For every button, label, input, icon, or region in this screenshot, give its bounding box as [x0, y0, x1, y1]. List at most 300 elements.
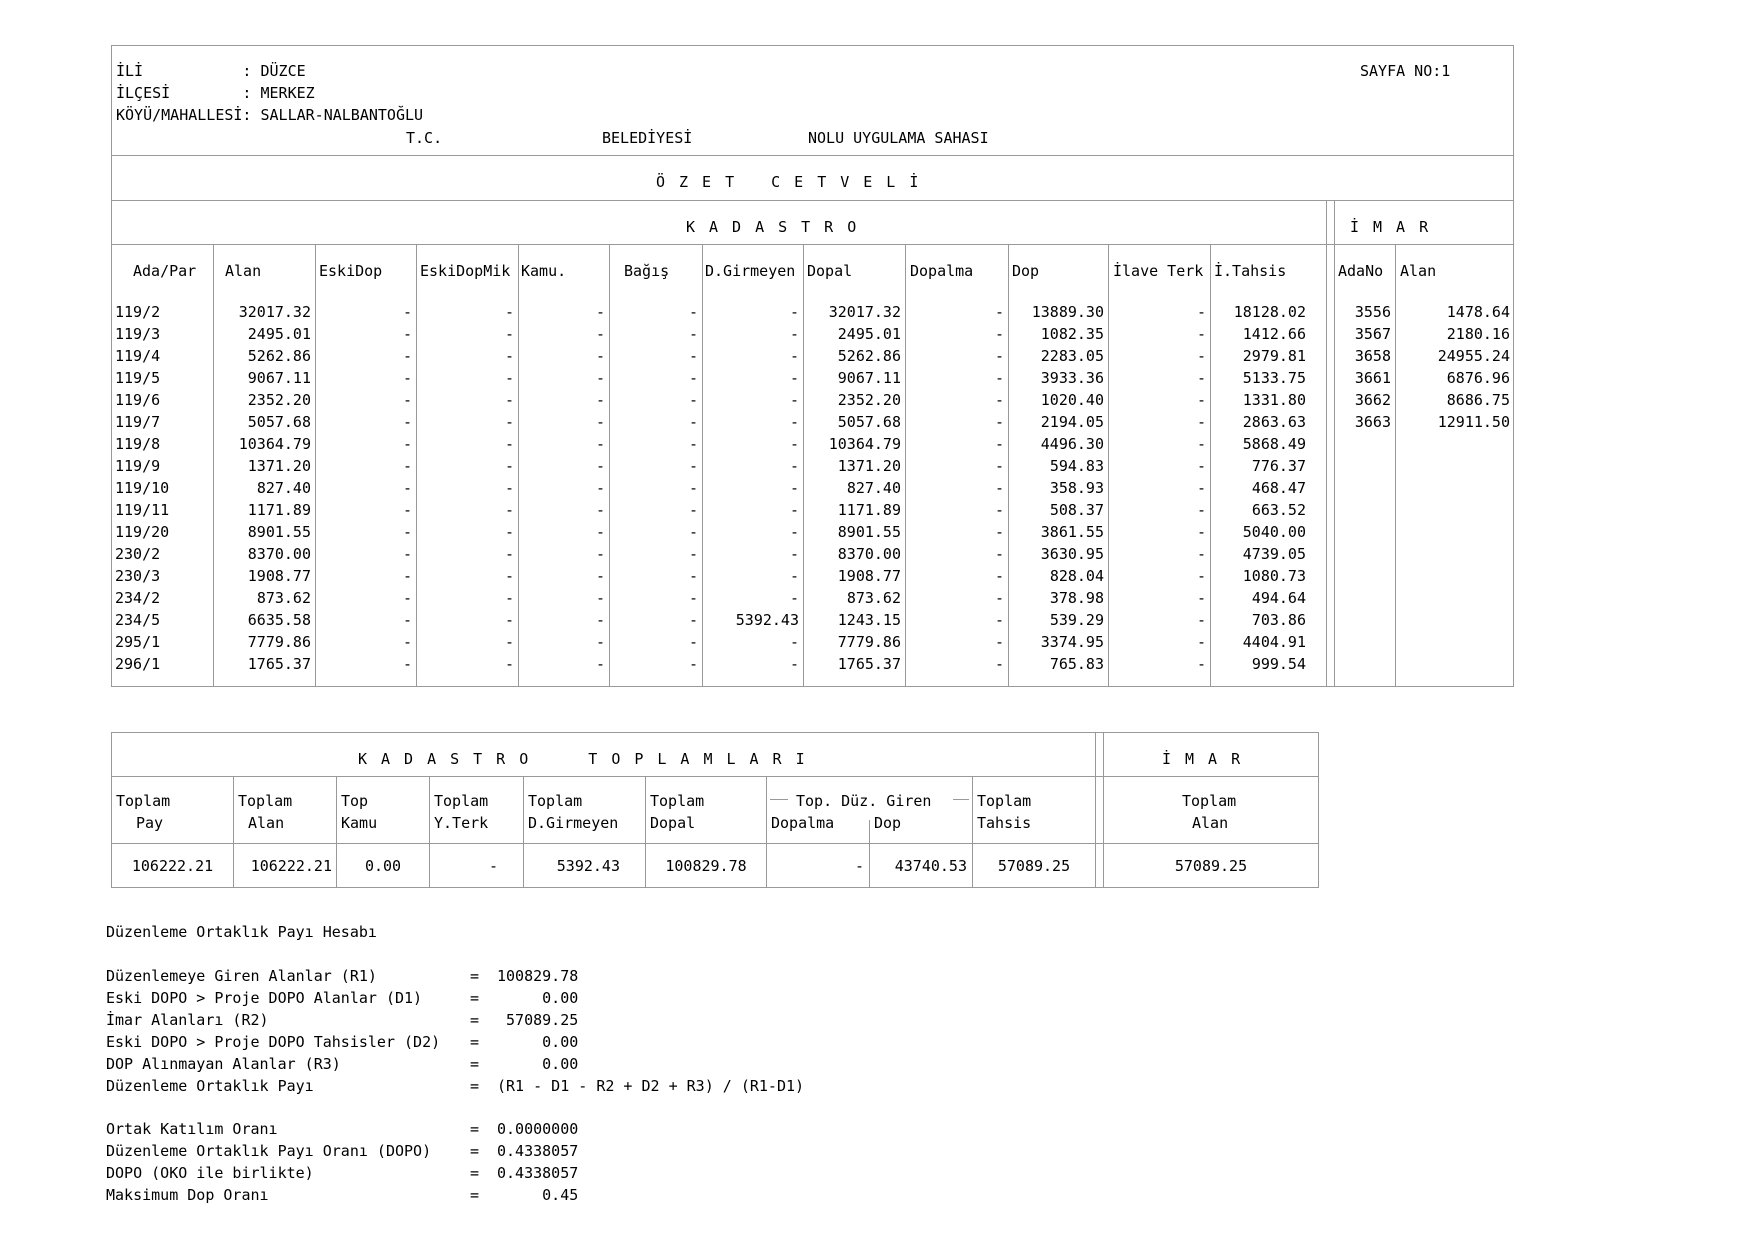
koy-label: KÖYÜ/MAHALLESİ: SALLAR-NALBANTOĞLU	[116, 106, 424, 124]
table-cell: 3374.95	[1040, 633, 1104, 651]
table-cell: 6635.58	[247, 611, 311, 629]
calc-equals: =	[470, 1186, 480, 1204]
table-cell: 776.37	[1251, 457, 1306, 475]
table-cell: 2495.01	[837, 325, 901, 343]
table-cell: 2352.20	[247, 391, 311, 409]
table-cell: 4739.05	[1242, 545, 1306, 563]
table-cell: 5057.68	[247, 413, 311, 431]
table-cell: 1171.89	[837, 501, 901, 519]
table-cell: -	[402, 369, 412, 387]
th-toplam-yterk: Toplam	[434, 792, 489, 810]
imar-ada-no: 3556	[1354, 303, 1391, 321]
table-cell: 1412.66	[1242, 325, 1306, 343]
table-cell: -	[789, 457, 799, 475]
table-cell: -	[994, 457, 1004, 475]
column-divider	[213, 244, 214, 687]
total-kamu: 0.00	[364, 857, 402, 875]
divider	[869, 820, 870, 888]
divider	[953, 799, 969, 800]
th-yterk: Y.Terk	[434, 814, 489, 832]
table-cell: -	[1196, 435, 1206, 453]
table-cell: 827.40	[256, 479, 311, 497]
table-cell: 18128.02	[1233, 303, 1306, 321]
table-cell: -	[789, 633, 799, 651]
column-header: Dopalma	[910, 262, 974, 280]
th-toplam-tahsis: Toplam	[977, 792, 1032, 810]
table-cell: -	[1196, 501, 1206, 519]
table-cell: -	[504, 611, 514, 629]
total-dopal: 100829.78	[665, 857, 747, 875]
calc-value: 0.45	[497, 1186, 579, 1204]
page-number: SAYFA NO:1	[1360, 62, 1451, 80]
table-cell: -	[402, 545, 412, 563]
table-cell: -	[595, 633, 605, 651]
table-cell: -	[504, 545, 514, 563]
calc-equals: =	[470, 989, 480, 1007]
imar-column-header: Alan	[1400, 262, 1437, 280]
calc-equals: =	[470, 1120, 480, 1138]
table-cell: 9067.11	[837, 369, 901, 387]
table-cell: -	[789, 413, 799, 431]
parcel-id: 119/11	[115, 501, 170, 519]
table-cell: -	[402, 435, 412, 453]
table-cell: -	[1196, 391, 1206, 409]
table-cell: -	[402, 567, 412, 585]
table-cell: -	[402, 611, 412, 629]
table-cell: -	[688, 655, 698, 673]
table-cell: -	[994, 435, 1004, 453]
table-cell: 5040.00	[1242, 523, 1306, 541]
table-cell: -	[688, 303, 698, 321]
table-cell: -	[994, 413, 1004, 431]
calc-value: 0.00	[497, 989, 579, 1007]
table-cell: -	[504, 347, 514, 365]
imar-alan: 8686.75	[1446, 391, 1510, 409]
calc-label: Düzenleme Ortaklık Payı	[106, 1077, 314, 1095]
parcel-id: 119/7	[115, 413, 161, 431]
th-topduz: Top. Düz. Giren	[796, 792, 932, 810]
table-cell: -	[402, 325, 412, 343]
table-cell: 2979.81	[1242, 347, 1306, 365]
column-header: Alan	[225, 262, 262, 280]
table-cell: -	[1196, 545, 1206, 563]
table-cell: -	[1196, 479, 1206, 497]
table-cell: -	[688, 611, 698, 629]
parcel-id: 296/1	[115, 655, 161, 673]
parcel-id: 119/5	[115, 369, 161, 387]
divider	[111, 843, 1319, 844]
parcel-id: 230/3	[115, 567, 161, 585]
table-cell: -	[1196, 633, 1206, 651]
table-cell: -	[595, 435, 605, 453]
table-cell: 1371.20	[837, 457, 901, 475]
table-cell: -	[402, 501, 412, 519]
table-cell: 9067.11	[247, 369, 311, 387]
table-cell: 2352.20	[837, 391, 901, 409]
table-cell: 1082.35	[1040, 325, 1104, 343]
column-header: EskiDop	[319, 262, 383, 280]
table-cell: 1908.77	[837, 567, 901, 585]
table-cell: 5262.86	[247, 347, 311, 365]
table-cell: -	[789, 325, 799, 343]
belediye-label: BELEDİYESİ	[602, 129, 693, 147]
totals-imar-title: İMAR	[1162, 750, 1255, 768]
table-cell: -	[504, 457, 514, 475]
table-cell: -	[994, 545, 1004, 563]
table-cell: -	[994, 501, 1004, 519]
imar-alan: 1478.64	[1446, 303, 1510, 321]
table-cell: -	[994, 523, 1004, 541]
table-cell: 1371.20	[247, 457, 311, 475]
table-cell: -	[595, 545, 605, 563]
table-cell: 2283.05	[1040, 347, 1104, 365]
table-cell: -	[595, 347, 605, 365]
divider	[111, 200, 1514, 201]
table-cell: 4496.30	[1040, 435, 1104, 453]
calc-label: Eski DOPO > Proje DOPO Tahsisler (D2)	[106, 1033, 441, 1051]
table-cell: -	[789, 369, 799, 387]
table-cell: 494.64	[1251, 589, 1306, 607]
table-cell: -	[994, 325, 1004, 343]
parcel-id: 119/6	[115, 391, 161, 409]
imar-alan: 2180.16	[1446, 325, 1510, 343]
calc-equals: =	[470, 1164, 480, 1182]
table-cell: -	[504, 523, 514, 541]
table-cell: 3630.95	[1040, 545, 1104, 563]
column-divider	[315, 244, 316, 687]
table-cell: -	[789, 347, 799, 365]
table-cell: 2495.01	[247, 325, 311, 343]
table-cell: 13889.30	[1031, 303, 1104, 321]
table-cell: -	[402, 391, 412, 409]
calc-label: Düzenlemeye Giren Alanlar (R1)	[106, 967, 377, 985]
table-cell: -	[1196, 369, 1206, 387]
imar-ada-no: 3663	[1354, 413, 1391, 431]
table-cell: -	[688, 391, 698, 409]
table-cell: -	[402, 523, 412, 541]
column-header: Dopal	[807, 262, 853, 280]
table-cell: -	[402, 413, 412, 431]
calc-title: Düzenleme Ortaklık Payı Hesabı	[106, 923, 377, 941]
table-cell: 1171.89	[247, 501, 311, 519]
column-divider	[702, 244, 703, 687]
column-header: Dop	[1012, 262, 1040, 280]
page-title: ÖZET CETVELİ	[656, 173, 933, 191]
table-cell: 10364.79	[238, 435, 311, 453]
table-cell: -	[1196, 567, 1206, 585]
kadastro-title: KADASTRO	[686, 218, 871, 236]
table-cell: -	[994, 347, 1004, 365]
table-cell: -	[789, 589, 799, 607]
table-cell: -	[994, 391, 1004, 409]
table-cell: -	[688, 589, 698, 607]
parcel-id: 119/4	[115, 347, 161, 365]
calc-equals: =	[470, 1077, 480, 1095]
table-cell: -	[688, 369, 698, 387]
calc-label: İmar Alanları (R2)	[106, 1011, 269, 1029]
table-cell: -	[688, 325, 698, 343]
calc-equals: =	[470, 967, 480, 985]
imar-column-header: AdaNo	[1338, 262, 1384, 280]
totals-title: KADASTRO TOPLAMLARI	[358, 750, 819, 768]
column-divider	[1395, 244, 1396, 687]
table-cell: -	[1196, 413, 1206, 431]
th-toplam-pay: Toplam	[116, 792, 171, 810]
calc-label: DOPO (OKO ile birlikte)	[106, 1164, 314, 1182]
table-cell: -	[789, 545, 799, 563]
table-cell: -	[789, 303, 799, 321]
parcel-id: 295/1	[115, 633, 161, 651]
table-cell: -	[1196, 611, 1206, 629]
table-cell: -	[504, 589, 514, 607]
table-cell: -	[688, 545, 698, 563]
th-toplam-dgirmeyen: Toplam	[528, 792, 583, 810]
column-divider	[1108, 244, 1109, 687]
th-dopal: Dopal	[650, 814, 696, 832]
calc-label: Düzenleme Ortaklık Payı Oranı (DOPO)	[106, 1142, 432, 1160]
il-label: İLİ : DÜZCE	[116, 62, 306, 80]
table-cell: -	[688, 435, 698, 453]
parcel-id: 119/20	[115, 523, 170, 541]
table-cell: -	[595, 655, 605, 673]
table-cell: 663.52	[1251, 501, 1306, 519]
table-cell: -	[595, 501, 605, 519]
table-cell: -	[402, 303, 412, 321]
table-cell: -	[1196, 589, 1206, 607]
column-divider	[1008, 244, 1009, 687]
table-cell: -	[994, 567, 1004, 585]
parcel-id: 119/3	[115, 325, 161, 343]
calc-equals: =	[470, 1055, 480, 1073]
column-header: Kamu.	[521, 262, 567, 280]
table-cell: 1765.37	[837, 655, 901, 673]
parcel-id: 119/9	[115, 457, 161, 475]
table-cell: -	[994, 611, 1004, 629]
table-cell: -	[504, 369, 514, 387]
table-cell: 32017.32	[238, 303, 311, 321]
table-cell: -	[504, 479, 514, 497]
imar-alan: 12911.50	[1437, 413, 1510, 431]
table-cell: -	[595, 413, 605, 431]
table-cell: -	[504, 435, 514, 453]
th-imar-toplam: Toplam	[1182, 792, 1237, 810]
calc-label: DOP Alınmayan Alanlar (R3)	[106, 1055, 341, 1073]
parcel-id: 119/8	[115, 435, 161, 453]
table-cell: -	[504, 391, 514, 409]
table-cell: -	[504, 655, 514, 673]
table-cell: -	[1196, 303, 1206, 321]
table-cell: 5262.86	[837, 347, 901, 365]
column-divider	[518, 244, 519, 687]
total-tahsis: 57089.25	[997, 857, 1071, 875]
table-cell: -	[1196, 523, 1206, 541]
table-cell: -	[688, 523, 698, 541]
table-cell: 1765.37	[247, 655, 311, 673]
table-cell: -	[789, 435, 799, 453]
divider	[1095, 732, 1096, 888]
table-cell: -	[402, 457, 412, 475]
calc-equals: =	[470, 1011, 480, 1029]
calc-value: (R1 - D1 - R2 + D2 + R3) / (R1-D1)	[497, 1077, 805, 1095]
calc-value: 0.4338057	[497, 1142, 579, 1160]
table-cell: 5868.49	[1242, 435, 1306, 453]
th-toplam-alan: Toplam	[238, 792, 293, 810]
table-cell: -	[1196, 457, 1206, 475]
table-cell: -	[688, 479, 698, 497]
divider	[1326, 200, 1327, 687]
column-divider	[803, 244, 804, 687]
table-cell: -	[789, 479, 799, 497]
total-dopalma: -	[854, 857, 864, 875]
table-cell: -	[595, 523, 605, 541]
imar-ada-no: 3567	[1354, 325, 1391, 343]
column-header: Ada/Par	[133, 262, 197, 280]
divider	[111, 244, 1514, 245]
table-cell: -	[789, 523, 799, 541]
table-cell: 1020.40	[1040, 391, 1104, 409]
table-cell: -	[595, 369, 605, 387]
table-cell: -	[994, 479, 1004, 497]
calc-value: 0.4338057	[497, 1164, 579, 1182]
table-cell: 10364.79	[828, 435, 901, 453]
th-top-kamu: Top	[341, 792, 369, 810]
table-cell: -	[504, 303, 514, 321]
parcel-id: 234/2	[115, 589, 161, 607]
table-cell: 508.37	[1049, 501, 1104, 519]
th-kamu: Kamu	[341, 814, 378, 832]
column-divider	[905, 244, 906, 687]
table-cell: 32017.32	[828, 303, 901, 321]
table-cell: 1243.15	[837, 611, 901, 629]
parcel-id: 230/2	[115, 545, 161, 563]
table-cell: -	[789, 391, 799, 409]
table-cell: -	[504, 501, 514, 519]
table-cell: 873.62	[256, 589, 311, 607]
table-cell: -	[789, 501, 799, 519]
table-cell: -	[1196, 347, 1206, 365]
calc-equals: =	[470, 1142, 480, 1160]
table-cell: -	[402, 655, 412, 673]
table-cell: -	[402, 347, 412, 365]
table-cell: 594.83	[1049, 457, 1104, 475]
ilce-label: İLÇESİ : MERKEZ	[116, 84, 315, 102]
table-cell: 5392.43	[735, 611, 799, 629]
table-cell: -	[595, 567, 605, 585]
table-cell: 8370.00	[247, 545, 311, 563]
calc-value: 0.0000000	[497, 1120, 579, 1138]
table-cell: -	[688, 413, 698, 431]
table-cell: 1331.80	[1242, 391, 1306, 409]
table-cell: 5057.68	[837, 413, 901, 431]
table-cell: -	[1196, 325, 1206, 343]
table-cell: -	[595, 479, 605, 497]
column-header: İ.Tahsis	[1214, 262, 1287, 280]
table-cell: -	[595, 303, 605, 321]
table-cell: -	[688, 567, 698, 585]
table-cell: -	[688, 501, 698, 519]
imar-ada-no: 3658	[1354, 347, 1391, 365]
total-yterk: -	[488, 857, 498, 875]
imar-alan: 24955.24	[1437, 347, 1510, 365]
calc-value: 100829.78	[497, 967, 579, 985]
table-cell: 7779.86	[837, 633, 901, 651]
th-toplam-dopal: Toplam	[650, 792, 705, 810]
table-cell: -	[504, 413, 514, 431]
table-cell: 703.86	[1251, 611, 1306, 629]
table-cell: -	[688, 633, 698, 651]
th-alan: Alan	[248, 814, 285, 832]
table-cell: -	[595, 611, 605, 629]
column-divider	[416, 244, 417, 687]
th-tahsis: Tahsis	[977, 814, 1032, 832]
calc-value: 0.00	[497, 1055, 579, 1073]
table-cell: -	[688, 457, 698, 475]
column-divider	[609, 244, 610, 687]
table-cell: -	[994, 589, 1004, 607]
table-cell: 3861.55	[1040, 523, 1104, 541]
imar-title: İMAR	[1350, 218, 1443, 236]
table-cell: -	[402, 479, 412, 497]
column-divider	[1210, 244, 1211, 687]
table-cell: 8901.55	[247, 523, 311, 541]
table-cell: 539.29	[1049, 611, 1104, 629]
table-cell: -	[504, 325, 514, 343]
table-cell: -	[402, 589, 412, 607]
parcel-id: 119/10	[115, 479, 170, 497]
column-header: İlave Terk	[1113, 262, 1204, 280]
calc-value: 57089.25	[497, 1011, 579, 1029]
total-alan: 106222.21	[250, 857, 332, 875]
divider	[111, 776, 1319, 777]
table-cell: -	[994, 303, 1004, 321]
column-header: Bağış	[624, 262, 670, 280]
table-cell: -	[688, 347, 698, 365]
table-cell: -	[789, 655, 799, 673]
table-cell: 468.47	[1251, 479, 1306, 497]
parcel-id: 119/2	[115, 303, 161, 321]
table-cell: -	[595, 457, 605, 475]
table-cell: -	[994, 369, 1004, 387]
table-cell: 2863.63	[1242, 413, 1306, 431]
table-cell: 8901.55	[837, 523, 901, 541]
table-cell: 378.98	[1049, 589, 1104, 607]
table-cell: 4404.91	[1242, 633, 1306, 651]
total-pay: 106222.21	[131, 857, 214, 875]
table-cell: -	[1196, 655, 1206, 673]
column-header: EskiDopMik	[420, 262, 511, 280]
parcel-id: 234/5	[115, 611, 161, 629]
total-imar-alan: 57089.25	[1174, 857, 1248, 875]
th-dopalma: Dopalma	[771, 814, 835, 832]
table-cell: -	[595, 391, 605, 409]
table-cell: 5133.75	[1242, 369, 1306, 387]
divider	[111, 155, 1514, 156]
th-pay: Pay	[136, 814, 164, 832]
table-cell: 1080.73	[1242, 567, 1306, 585]
table-cell: 358.93	[1049, 479, 1104, 497]
table-cell: 8370.00	[837, 545, 901, 563]
table-cell: -	[504, 567, 514, 585]
th-dgirmeyen: D.Girmeyen	[528, 814, 619, 832]
table-cell: 3933.36	[1040, 369, 1104, 387]
imar-alan: 6876.96	[1446, 369, 1510, 387]
table-cell: 999.54	[1251, 655, 1306, 673]
calc-label: Eski DOPO > Proje DOPO Alanlar (D1)	[106, 989, 423, 1007]
uygulama-label: NOLU UYGULAMA SAHASI	[808, 129, 989, 147]
table-cell: 2194.05	[1040, 413, 1104, 431]
table-cell: -	[595, 325, 605, 343]
calc-label: Maksimum Dop Oranı	[106, 1186, 269, 1204]
